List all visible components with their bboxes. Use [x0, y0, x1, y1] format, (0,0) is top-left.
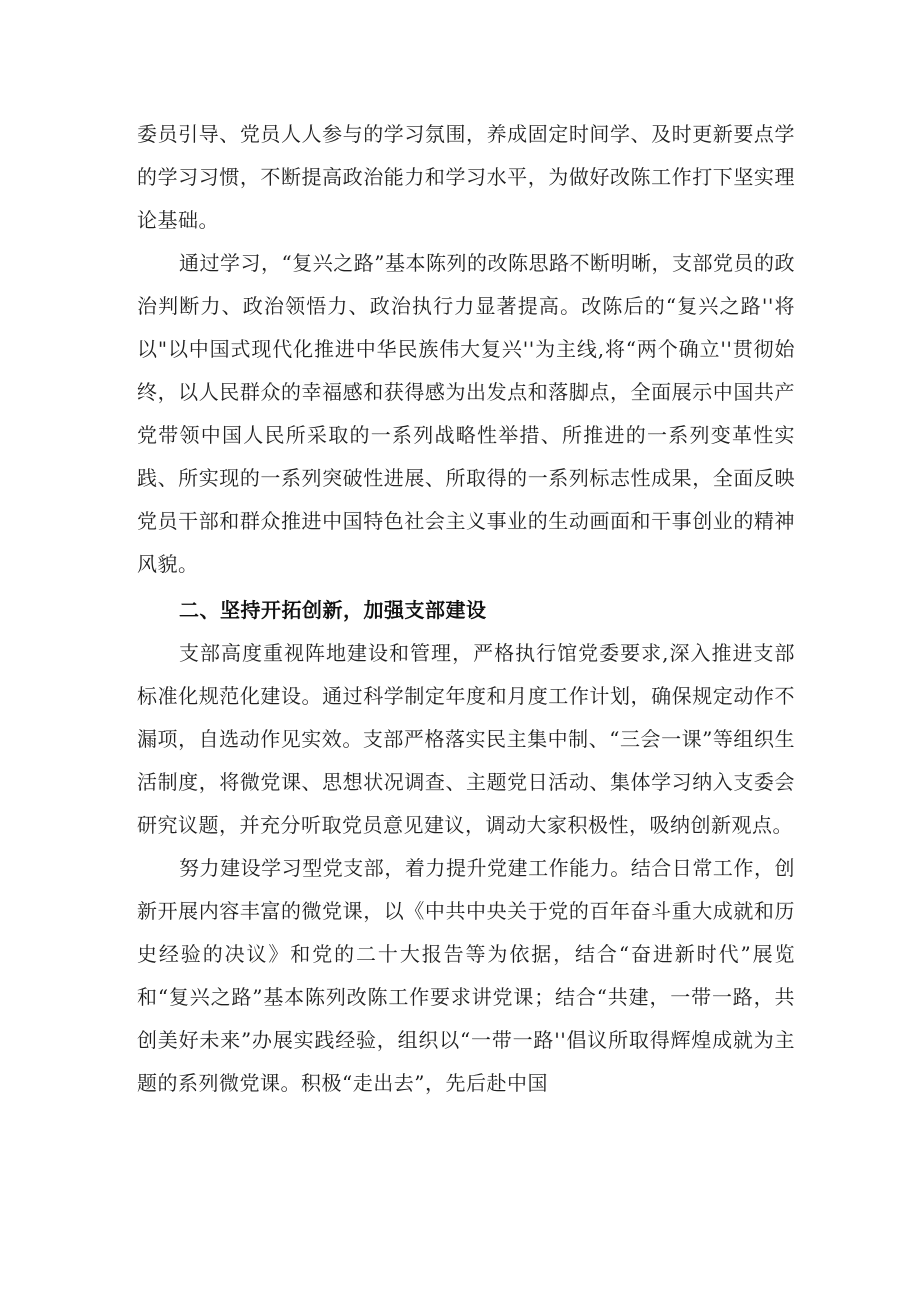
section-heading: 二、坚持开拓创新，加强支部建设: [179, 598, 487, 622]
paragraph-4: 努力建设学习型党支部，着力提升党建工作能力。结合日常工作，创新开展内容丰富的微党课，以《中共中央关于党的百年奋斗重大成就和历史经验的决议》和党的二十大报告等为依据，结合“奋进新时代”展览和“复兴之路”基本陈列改陈工作要求讲党课；结合“共建，一带一路，共创美好未来”办展实践经验，组织以“一带一路''倡议所取得辉煌成就为主题的系列微党课。积极“走出去”，先后赴中国: [137, 856, 795, 1095]
paragraph-3: 支部高度重视阵地建设和管理，严格执行馆党委要求,深入推进支部标准化规范化建设。通过科学制定年度和月度工作计划，确保规定动作不漏项，自选动作见实效。支部严格落实民主集中制、“三会一课”等组织生活制度，将微党课、思想状况调查、主题党日活动、集体学习纳入支委会研究议题，并充分听取党员意见建议，调动大家积极性，吸纳创新观点。: [137, 641, 795, 837]
document-body: [137, 113, 795, 1105]
paragraph-1: 委员引导、党员人人参与的学习氛围，养成固定时间学、及时更新要点学的学习习惯，不断提高政治能力和学习水平，为做好改陈工作打下坚实理论基础。: [137, 122, 795, 232]
paragraph-2: 通过学习，“复兴之路”基本陈列的改陈思路不断明晰，支部党员的政治判断力、政治领悟力、政治执行力显著提高。改陈后的“复兴之路''将以"以中国式现代化推进中华民族伟大复兴''为主线,将“两个确立''贯彻始终，以人民群众的幸福感和获得感为出发点和落脚点，全面展示中国共产党带领中国人民所采取的一系列战略性举措、所推进的一系列变革性实践、所实现的一系列突破性进展、所取得的一系列标志性成果，全面反映党员干部和群众推进中国特色社会主义事业的生动画面和干事创业的精神风貌。: [137, 251, 795, 576]
